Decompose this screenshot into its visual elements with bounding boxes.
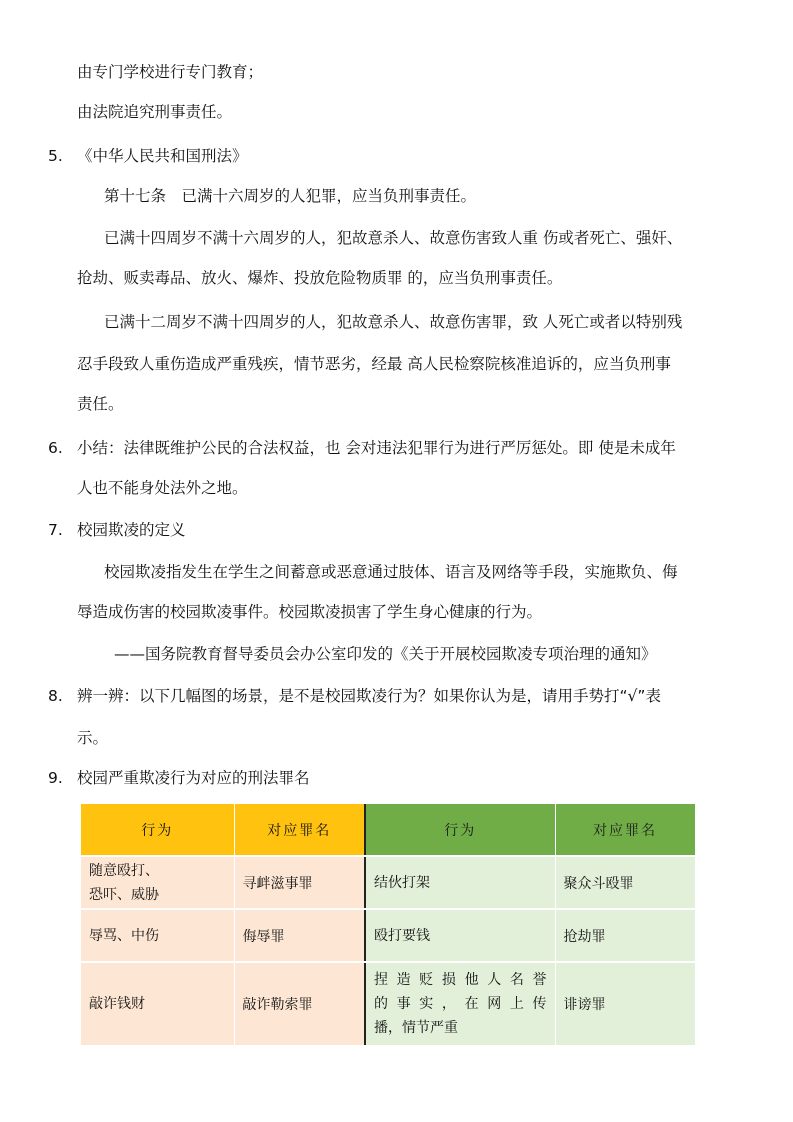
- table-cell: [365, 962, 555, 1046]
- text-line: 忍手段致人重伤造成严重残疾，情节恶劣，经最 高人民检察院核准追诉的，应当负刑事: [77, 355, 671, 373]
- item-number: 7.: [48, 521, 63, 539]
- table-cell: [365, 909, 555, 962]
- cell-text-line: 播，情节严重: [374, 1020, 458, 1036]
- cell-text-line: 敲诈钱财: [89, 996, 145, 1012]
- table-cell: 敲诈勒索罪: [234, 962, 365, 1046]
- table-cell: [81, 856, 234, 909]
- cell-text-line: 随意殴打、: [89, 862, 159, 879]
- citation-line: ——国务院教育督导委员会办公室印发的《关于开展校园欺凌专项治理的通知》: [114, 645, 657, 663]
- section-heading: 校园严重欺凌行为对应的刑法罪名: [77, 769, 310, 787]
- table-row: [81, 856, 695, 909]
- table-header-cell: 对应罪名: [555, 804, 695, 856]
- table-cell: 聚众斗殴罪: [555, 856, 695, 909]
- text-line: 辱造成伤害的校园欺凌事件。校园欺凌损害了学生身心健康的行为。: [77, 603, 543, 621]
- table-row: [81, 909, 695, 962]
- text-line: [104, 228, 746, 248]
- cell-text-line: 辱骂、中伤: [89, 927, 159, 944]
- table-header-cell: 行为: [81, 804, 234, 856]
- text-line: 责任。: [77, 395, 124, 413]
- table-cell: [365, 856, 555, 909]
- cell-text-line: 的事实，在网上传: [374, 996, 547, 1012]
- table-row: [81, 962, 695, 1046]
- cell-text-line: 捏造贬损他人名誉: [374, 972, 547, 988]
- cell-text-line: 结伙打架: [374, 874, 430, 891]
- table-cell: [81, 962, 234, 1046]
- text-line: 校园欺凌指发生在学生之间蓄意或恶意通过肢体、语言及网络等手段，实施欺负、侮: [104, 563, 678, 581]
- text-line: 辨一辨：以下几幅图的场景，是不是校园欺凌行为？如果你认为是，请用手势打“√”表: [77, 687, 661, 705]
- item-number: 8.: [48, 687, 63, 705]
- item-number: 9.: [48, 769, 63, 787]
- text-line: 示。: [77, 729, 109, 747]
- crime-table: [81, 804, 696, 1047]
- table-header-cell: 对应罪名: [234, 804, 365, 856]
- text-line: 第十七条 已满十六周岁的人犯罪，应当负刑事责任。: [104, 187, 477, 205]
- cell-text-line: 殴打要钱: [374, 927, 430, 944]
- text-line: 由法院追究刑事责任。: [77, 103, 233, 121]
- item-number: 5.: [48, 147, 63, 165]
- table-header-row: [81, 804, 695, 856]
- text-line: 小结：法律既维护公民的合法权益，也 会对违法犯罪行为进行严厉惩处。即 使是未成年: [77, 439, 676, 457]
- text-line: 人也不能身处法外之地。: [77, 479, 248, 497]
- cell-text-line: 恐吓、威胁: [89, 886, 159, 903]
- text-line: 由专门学校进行专门教育；: [77, 63, 264, 81]
- text-line: 抢劫、贩卖毒品、放火、爆炸、投放危险物质罪 的，应当负刑事责任。: [77, 269, 563, 287]
- item-number: 6.: [48, 439, 63, 457]
- table-cell: 诽谤罪: [555, 962, 695, 1046]
- table-cell: 侮辱罪: [234, 909, 365, 962]
- table-header-cell: 行为: [365, 804, 555, 856]
- section-heading: 《中华人民共和国刑法》: [77, 147, 248, 165]
- table-cell: 寻衅滋事罪: [234, 856, 365, 909]
- table-cell: [81, 909, 234, 962]
- section-heading: 校园欺凌的定义: [77, 521, 186, 539]
- text-line: 已满十二周岁不满十四周岁的人，犯故意杀人、故意伤害罪，致 人死亡或者以特别残: [104, 313, 683, 331]
- table-cell: 抢劫罪: [555, 909, 695, 962]
- text-span: 已满十四周岁不满十六周岁的人，犯故意杀人、故意伤害致人重 伤或者死亡、强奸、: [104, 229, 683, 247]
